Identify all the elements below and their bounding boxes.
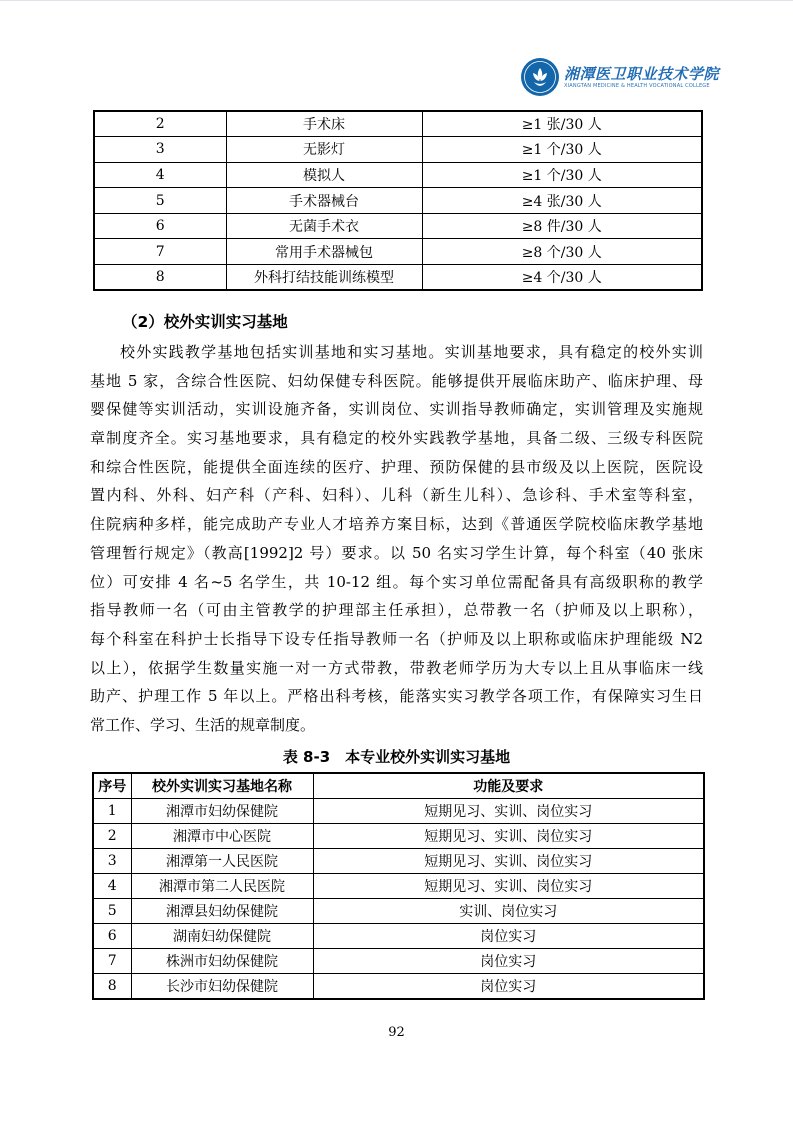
table-row xyxy=(93,974,704,999)
paragraph-line: 助产、护理工作 5 年以上。严格出科考核，能落实实习教学各项工作，有保障实习生日 xyxy=(90,687,703,706)
row-number: 6 xyxy=(94,213,226,239)
base-function: 岗位实习 xyxy=(313,974,704,999)
base-name: 湘潭市妇幼保健院 xyxy=(131,798,313,823)
paragraph-line: 常工作、学习、生活的规章制度。 xyxy=(90,715,316,734)
table-header-row xyxy=(93,773,704,798)
row-number: 2 xyxy=(93,823,131,848)
row-number: 3 xyxy=(93,848,131,873)
equipment-item: 外科打结技能训练模型 xyxy=(226,265,422,291)
row-number: 7 xyxy=(94,239,226,265)
base-function: 短期见习、实训、岗位实习 xyxy=(313,848,704,873)
row-number: 6 xyxy=(93,924,131,949)
section-heading: （2）校外实训实习基地 xyxy=(122,313,288,331)
column-header-no: 序号 xyxy=(93,773,131,798)
body-paragraph xyxy=(90,338,703,740)
row-number: 7 xyxy=(93,949,131,974)
table-row xyxy=(94,111,702,137)
page-header xyxy=(521,58,720,96)
equipment-requirement: ≥1 个/30 人 xyxy=(422,137,702,163)
equipment-requirement: ≥8 件/30 人 xyxy=(422,213,702,239)
table-row xyxy=(94,188,702,214)
base-function: 短期见习、实训、岗位实习 xyxy=(313,873,704,898)
paragraph-line: 校外实践教学基地包括实训基地和实习基地。实训基地要求，具有稳定的校外实训 xyxy=(120,343,703,361)
base-function: 岗位实习 xyxy=(313,949,704,974)
equipment-item: 常用手术器械包 xyxy=(226,239,422,265)
equipment-requirement: ≥8 个/30 人 xyxy=(422,239,702,265)
paragraph-line: 婴保健等实训活动，实训设施齐备，实训岗位、实训指导教师确定，实训管理及实施规 xyxy=(90,400,703,419)
column-header-name: 校外实训实习基地名称 xyxy=(131,773,313,798)
table-row xyxy=(94,265,702,291)
base-name: 湘潭市第二人民医院 xyxy=(131,873,313,898)
base-name: 湘潭第一人民医院 xyxy=(131,848,313,873)
table-row xyxy=(94,162,702,188)
college-name-english: XIANGTAN MEDICINE & HEALTH VOCATIONAL COLLEGE xyxy=(564,82,710,89)
base-name: 湘潭市中心医院 xyxy=(131,823,313,848)
paragraph-line: 管理暂行规定》（教高[1992]2 号）要求。以 50 名实习学生计算，每个科室（40 张床 xyxy=(90,543,703,562)
equipment-item: 无影灯 xyxy=(226,137,422,163)
table-row xyxy=(94,137,702,163)
table-row xyxy=(93,898,704,923)
row-number: 2 xyxy=(94,111,226,137)
paragraph-line: 和综合性医院，能提供全面连续的医疗、护理、预防保健的县市级及以上医院，医院设 xyxy=(90,457,703,476)
equipment-requirement: ≥4 张/30 人 xyxy=(422,188,702,214)
equipment-table xyxy=(93,110,703,291)
row-number: 3 xyxy=(94,137,226,163)
base-function: 岗位实习 xyxy=(313,924,704,949)
base-name: 长沙市妇幼保健院 xyxy=(131,974,313,999)
equipment-item: 手术床 xyxy=(226,111,422,137)
college-name-block xyxy=(564,65,719,90)
table-row xyxy=(93,924,704,949)
page-top-edge xyxy=(0,0,793,1)
paragraph-line: 每个科室在科护士长指导下设专任指导教师一名（护师及以上职称或临床护理能级 N2 xyxy=(90,629,703,648)
table-row xyxy=(93,823,704,848)
row-number: 8 xyxy=(93,974,131,999)
base-function: 短期见习、实训、岗位实习 xyxy=(313,823,704,848)
paragraph-line: 以上），依据学生数量实施一对一方式带教，带教老师学历为大专以上且从事临床一线 xyxy=(90,658,703,677)
table-row xyxy=(93,873,704,898)
base-name: 湘潭县妇幼保健院 xyxy=(131,898,313,923)
training-base-table xyxy=(92,772,705,1000)
paragraph-line: 基地 5 家，含综合性医院、妇幼保健专科医院。能够提供开展临床助产、临床护理、母 xyxy=(90,371,703,390)
paragraph-line: 置内科、外科、妇产科（产科、妇科）、儿科（新生儿科）、急诊科、手术室等科室， xyxy=(90,486,703,505)
table-row xyxy=(93,949,704,974)
row-number: 8 xyxy=(94,265,226,291)
base-name: 株洲市妇幼保健院 xyxy=(131,949,313,974)
row-number: 4 xyxy=(93,873,131,898)
equipment-item: 模拟人 xyxy=(226,162,422,188)
equipment-requirement: ≥1 个/30 人 xyxy=(422,162,702,188)
table-row xyxy=(93,848,704,873)
paragraph-line: 指导教师一名（可由主管教学的护理部主任承担），总带教一名（护师及以上职称）， xyxy=(90,601,703,620)
row-number: 1 xyxy=(93,798,131,823)
table-row xyxy=(94,213,702,239)
equipment-item: 手术器械台 xyxy=(226,188,422,214)
college-logo-icon xyxy=(521,58,559,96)
equipment-requirement: ≥1 张/30 人 xyxy=(422,111,702,137)
column-header-func: 功能及要求 xyxy=(313,773,704,798)
table-caption: 表 8-3 本专业校外实训实习基地 xyxy=(282,748,511,766)
paragraph-line: 位）可安排 4 名~5 名学生，共 10-12 组。每个实习单位需配备具有高级职称的教学 xyxy=(90,572,703,591)
base-function: 实训、岗位实习 xyxy=(313,898,704,923)
row-number: 5 xyxy=(94,188,226,214)
row-number: 5 xyxy=(93,898,131,923)
paragraph-line: 章制度齐全。实习基地要求，具有稳定的校外实践教学基地，具备二级、三级专科医院 xyxy=(90,429,703,448)
equipment-item: 无菌手术衣 xyxy=(226,213,422,239)
college-name-chinese: 湘潭医卫职业技术学院 xyxy=(564,64,720,83)
equipment-requirement: ≥4 个/30 人 xyxy=(422,265,702,291)
row-number: 4 xyxy=(94,162,226,188)
base-function: 短期见习、实训、岗位实习 xyxy=(313,798,704,823)
page-number: 92 xyxy=(388,1025,405,1040)
base-name: 湖南妇幼保健院 xyxy=(131,924,313,949)
table-row xyxy=(93,798,704,823)
table-row xyxy=(94,239,702,265)
paragraph-line: 住院病种多样，能完成助产专业人才培养方案目标，达到《普通医学院校临床教学基地 xyxy=(90,515,703,534)
